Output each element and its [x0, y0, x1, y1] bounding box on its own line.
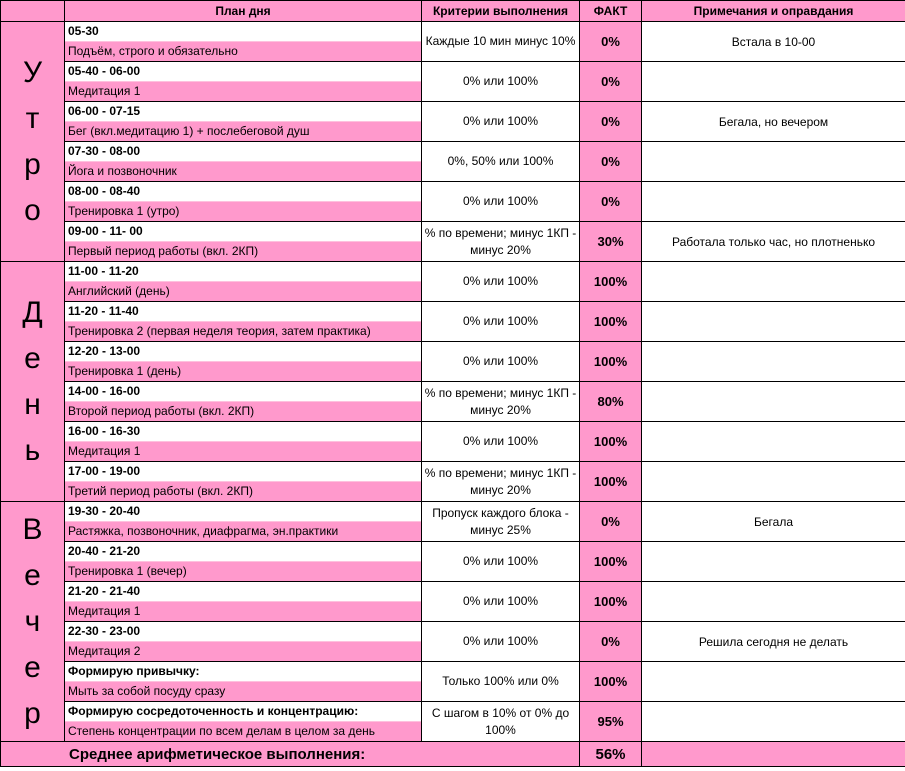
table-row	[1, 302, 905, 342]
task-name: Тренировка 2 (первая неделя теория, затем практика)	[65, 322, 421, 341]
table-row	[1, 662, 905, 702]
time-slot: 05-30	[65, 22, 421, 42]
task-name: Йога и позвоночник	[65, 162, 421, 181]
table-row	[1, 262, 905, 302]
time-slot: 11-00 - 11-20	[65, 262, 421, 282]
plan-cell	[65, 102, 422, 142]
fact-cell: 0%	[580, 102, 642, 142]
time-slot: 16-00 - 16-30	[65, 422, 421, 442]
criteria-cell: 0% или 100%	[422, 102, 580, 142]
criteria-cell: Пропуск каждого блока - минус 25%	[422, 502, 580, 542]
plan-cell	[65, 342, 422, 382]
header-criteria: Критерии выполнения	[422, 1, 580, 22]
task-name: Третий период работы (вкл. 2КП)	[65, 482, 421, 501]
time-slot: 21-20 - 21-40	[65, 582, 421, 602]
period-letter: ь	[24, 433, 41, 467]
fact-cell: 0%	[580, 622, 642, 662]
note-cell	[642, 382, 905, 422]
time-slot: Формирую сосредоточенность и концентрацию:	[65, 702, 421, 722]
time-slot: 22-30 - 23-00	[65, 622, 421, 642]
period-letter: р	[24, 696, 41, 730]
fact-cell: 0%	[580, 22, 642, 62]
summary-empty-cell	[642, 742, 905, 767]
fact-cell: 0%	[580, 502, 642, 542]
task-name: Тренировка 1 (день)	[65, 362, 421, 381]
criteria-cell: 0% или 100%	[422, 62, 580, 102]
header-notes: Примечания и оправдания	[642, 1, 905, 22]
plan-cell	[65, 382, 422, 422]
criteria-cell: С шагом в 10% от 0% до 100%	[422, 702, 580, 742]
period-letter: Д	[22, 295, 43, 329]
time-slot: 09-00 - 11- 00	[65, 222, 421, 242]
task-name: Второй период работы (вкл. 2КП)	[65, 402, 421, 421]
table-row	[1, 102, 905, 142]
task-name: Подъём, строго и обязательно	[65, 42, 421, 61]
note-cell	[642, 662, 905, 702]
period-label	[1, 262, 65, 502]
fact-cell: 100%	[580, 542, 642, 582]
table-row	[1, 542, 905, 582]
plan-cell	[65, 662, 422, 702]
note-cell	[642, 462, 905, 502]
table-row	[1, 382, 905, 422]
note-cell: Решила сегодня не делать	[642, 622, 905, 662]
note-cell	[642, 302, 905, 342]
fact-cell: 0%	[580, 62, 642, 102]
period-letter: В	[22, 512, 43, 546]
time-slot: 14-00 - 16-00	[65, 382, 421, 402]
period-label	[1, 22, 65, 262]
criteria-cell: 0% или 100%	[422, 542, 580, 582]
plan-cell	[65, 62, 422, 102]
time-slot: 06-00 - 07-15	[65, 102, 421, 122]
table-row	[1, 342, 905, 382]
note-cell	[642, 342, 905, 382]
note-cell: Бегала	[642, 502, 905, 542]
summary-value: 56%	[580, 742, 642, 767]
table-row	[1, 702, 905, 742]
fact-cell: 100%	[580, 342, 642, 382]
table-row	[1, 222, 905, 262]
plan-cell	[65, 702, 422, 742]
note-cell	[642, 542, 905, 582]
plan-cell	[65, 622, 422, 662]
criteria-cell: % по времени; минус 1КП - минус 20%	[422, 382, 580, 422]
plan-rows	[1, 22, 905, 742]
period-letter: т	[25, 101, 40, 135]
table-row	[1, 22, 905, 62]
time-slot: 19-30 - 20-40	[65, 502, 421, 522]
time-slot: 05-40 - 06-00	[65, 62, 421, 82]
time-slot: Формирую привычку:	[65, 662, 421, 682]
criteria-cell: 0% или 100%	[422, 422, 580, 462]
task-name: Растяжка, позвоночник, диафрагма, эн.практики	[65, 522, 421, 541]
period-letter: е	[24, 650, 41, 684]
task-name: Медитация 1	[65, 82, 421, 101]
table-row	[1, 582, 905, 622]
note-cell	[642, 582, 905, 622]
period-letter: н	[24, 387, 41, 421]
table-row	[1, 422, 905, 462]
plan-cell	[65, 422, 422, 462]
fact-cell: 80%	[580, 382, 642, 422]
task-name: Первый период работы (вкл. 2КП)	[65, 242, 421, 261]
plan-cell	[65, 222, 422, 262]
fact-cell: 30%	[580, 222, 642, 262]
criteria-cell: 0% или 100%	[422, 622, 580, 662]
time-slot: 20-40 - 21-20	[65, 542, 421, 562]
fact-cell: 0%	[580, 142, 642, 182]
plan-cell	[65, 542, 422, 582]
note-cell	[642, 182, 905, 222]
criteria-cell: Каждые 10 мин минус 10%	[422, 22, 580, 62]
fact-cell: 100%	[580, 262, 642, 302]
criteria-cell: 0% или 100%	[422, 302, 580, 342]
time-slot: 08-00 - 08-40	[65, 182, 421, 202]
table-row	[1, 182, 905, 222]
plan-cell	[65, 22, 422, 62]
task-name: Бег (вкл.медитацию 1) + послебеговой душ	[65, 122, 421, 141]
note-cell	[642, 422, 905, 462]
criteria-cell: % по времени; минус 1КП - минус 20%	[422, 222, 580, 262]
table-row	[1, 502, 905, 542]
period-letter: У	[22, 55, 43, 89]
task-name: Тренировка 1 (вечер)	[65, 562, 421, 581]
fact-cell: 100%	[580, 662, 642, 702]
note-cell: Встала в 10-00	[642, 22, 905, 62]
plan-cell	[65, 502, 422, 542]
period-letter: р	[24, 147, 41, 181]
note-cell	[642, 142, 905, 182]
note-cell: Работала только час, но плотненько	[642, 222, 905, 262]
note-cell: Бегала, но вечером	[642, 102, 905, 142]
task-name: Медитация 2	[65, 642, 421, 661]
period-letter: е	[24, 558, 41, 592]
table-row	[1, 462, 905, 502]
summary-label: Среднее арифметическое выполнения:	[1, 742, 580, 767]
plan-cell	[65, 262, 422, 302]
time-slot: 07-30 - 08-00	[65, 142, 421, 162]
table-row	[1, 622, 905, 662]
task-name: Медитация 1	[65, 442, 421, 461]
plan-cell	[65, 582, 422, 622]
fact-cell: 0%	[580, 182, 642, 222]
note-cell	[642, 702, 905, 742]
time-slot: 17-00 - 19-00	[65, 462, 421, 482]
header-plan: План дня	[65, 1, 422, 22]
plan-cell	[65, 142, 422, 182]
criteria-cell: % по времени; минус 1КП - минус 20%	[422, 462, 580, 502]
criteria-cell: 0% или 100%	[422, 342, 580, 382]
period-label	[1, 502, 65, 742]
fact-cell: 95%	[580, 702, 642, 742]
task-name: Медитация 1	[65, 602, 421, 621]
task-name: Английский (день)	[65, 282, 421, 301]
fact-cell: 100%	[580, 302, 642, 342]
fact-cell: 100%	[580, 422, 642, 462]
criteria-cell: 0% или 100%	[422, 182, 580, 222]
fact-cell: 100%	[580, 582, 642, 622]
note-cell	[642, 62, 905, 102]
time-slot: 12-20 - 13-00	[65, 342, 421, 362]
task-name: Степень концентрации по всем делам в целом за день	[65, 722, 421, 741]
table-row	[1, 142, 905, 182]
note-cell	[642, 262, 905, 302]
header-fact: ФАКТ	[580, 1, 642, 22]
criteria-cell: 0% или 100%	[422, 582, 580, 622]
fact-cell: 100%	[580, 462, 642, 502]
header-period	[1, 1, 65, 22]
period-letter: е	[24, 341, 41, 375]
period-letter: о	[24, 193, 41, 227]
plan-cell	[65, 182, 422, 222]
task-name: Тренировка 1 (утро)	[65, 202, 421, 221]
table-row	[1, 62, 905, 102]
criteria-cell: Только 100% или 0%	[422, 662, 580, 702]
period-letter: ч	[24, 604, 41, 638]
criteria-cell: 0%, 50% или 100%	[422, 142, 580, 182]
plan-cell	[65, 302, 422, 342]
task-name: Мыть за собой посуду сразу	[65, 682, 421, 701]
criteria-cell: 0% или 100%	[422, 262, 580, 302]
time-slot: 11-20 - 11-40	[65, 302, 421, 322]
plan-cell	[65, 462, 422, 502]
